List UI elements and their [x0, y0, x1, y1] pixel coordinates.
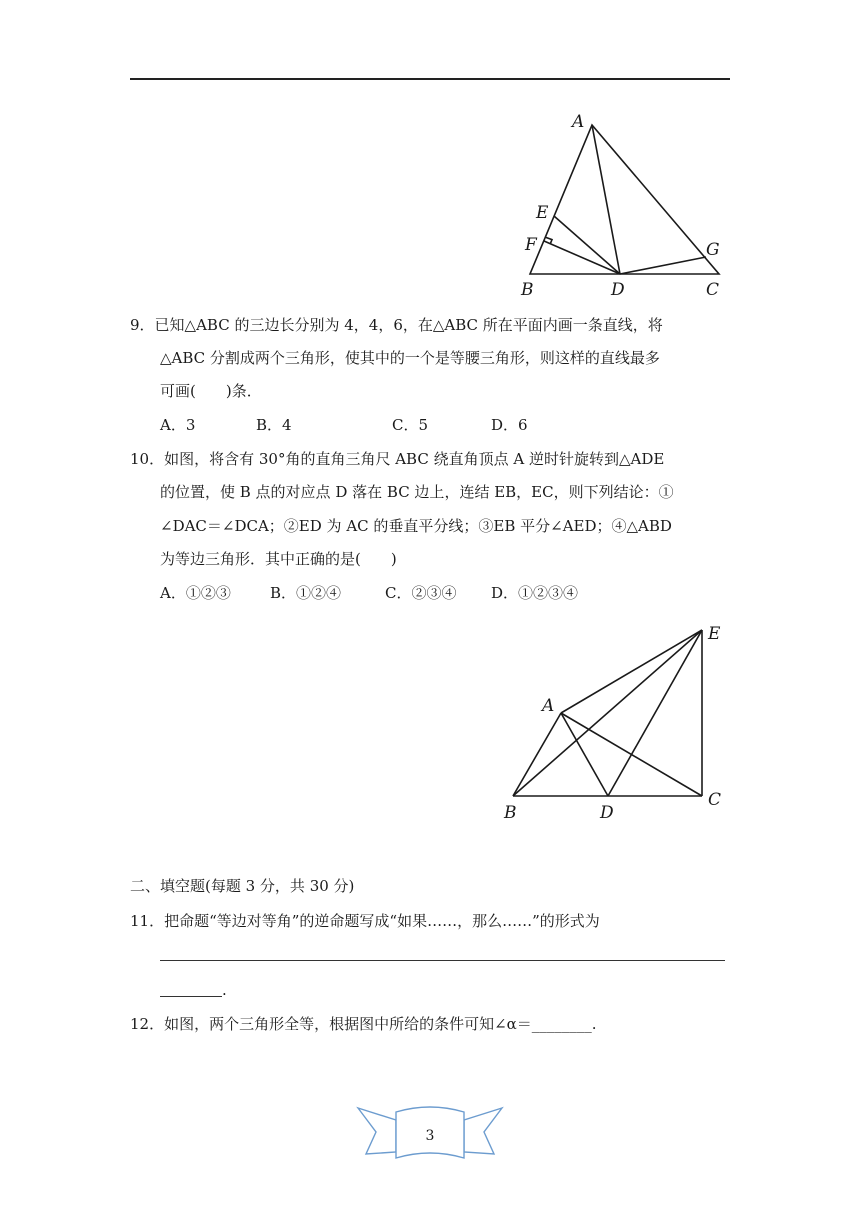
q9-option-b: B．4 [256, 416, 292, 434]
label-b: B [521, 280, 534, 300]
label-a: A [542, 696, 555, 716]
q9-line-3: 可画( )条． [160, 382, 262, 400]
q9-option-c: C．5 [392, 416, 429, 434]
q9-line-2: △ABC 分割成两个三角形，使其中的一个是等腰三角形，则这样的直线最多 [160, 349, 660, 367]
label-e: E [536, 203, 549, 223]
label-c: C [706, 280, 720, 300]
label-d: D [600, 803, 614, 823]
q10-option-a: A．①②③ [160, 584, 231, 602]
section-2-title: 二、填空题(每题 3 分，共 30 分) [130, 877, 355, 895]
q11-line-1: 11．把命题“等边对等角”的逆命题写成“如果……，那么……”的形式为 [130, 912, 600, 930]
q10-option-c: C．②③④ [385, 584, 457, 602]
label-g: G [706, 240, 720, 260]
page-number: 3 [425, 1128, 435, 1144]
q10-line-1: 10．如图，将含有 30°角的直角三角尺 ABC 绕直角顶点 A 逆时针旋转到△ADE [130, 450, 665, 468]
figure-1-triangle [510, 105, 735, 305]
label-a: A [572, 112, 585, 132]
label-e: E [708, 624, 721, 644]
q10-line-3: ∠DAC＝∠DCA；②ED 为 AC 的垂直平分线；③EB 平分∠AED；④△ABD [160, 517, 672, 535]
label-b: B [504, 803, 517, 823]
figure-2-rotation [495, 615, 735, 830]
q9-option-a: A．3 [160, 416, 196, 434]
q11-answer-blank-line-1[interactable] [160, 960, 725, 961]
label-c: C [708, 790, 722, 810]
q10-line-4: 为等边三角形．其中正确的是( ) [160, 550, 397, 568]
q12-line-1: 12．如图，两个三角形全等，根据图中所给的条件可知∠α＝________. [130, 1015, 597, 1033]
q10-option-b: B．①②④ [270, 584, 342, 602]
q10-option-d: D．①②③④ [491, 584, 579, 602]
q11-end-period: . [222, 981, 227, 999]
q10-line-2: 的位置，使 B 点的对应点 D 落在 BC 边上，连结 EB，EC，则下列结论：① [160, 483, 674, 501]
label-d: D [611, 280, 625, 300]
header-rule [130, 78, 730, 80]
label-f: F [525, 235, 537, 255]
q11-answer-blank-line-2[interactable] [160, 996, 222, 997]
q9-line-1: 9．已知△ABC 的三边长分别为 4，4，6，在△ABC 所在平面内画一条直线，将 [130, 316, 663, 334]
q9-option-d: D．6 [491, 416, 528, 434]
